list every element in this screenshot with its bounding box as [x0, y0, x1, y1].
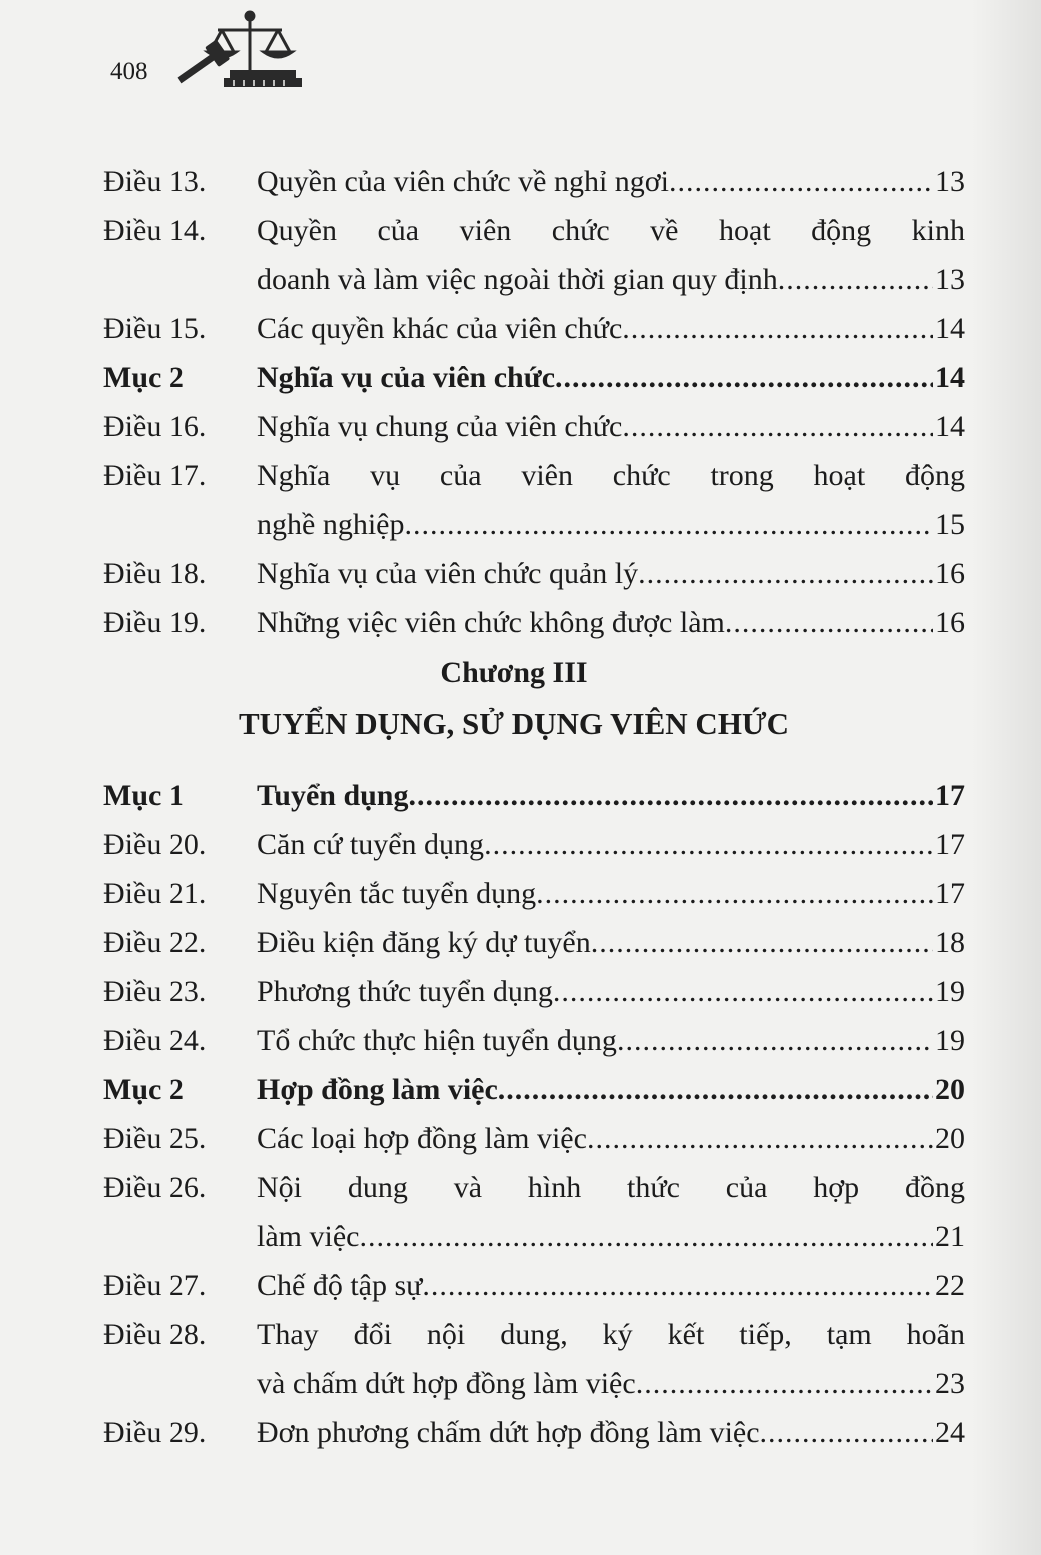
- entry-title: Phương thức tuyển dụng: [257, 975, 553, 1008]
- entry-label: Điều 25.: [103, 1122, 207, 1155]
- entry-page: 15: [935, 508, 965, 541]
- entry-title: Thay đổi nội dung, ký kết tiếp, tạm hoãn: [257, 1318, 965, 1351]
- toc-entry-continuation: [103, 1205, 965, 1254]
- entry-title-continued: doanh và làm việc ngoài thời gian quy định: [257, 263, 778, 296]
- entry-label: Điều 14.: [103, 214, 207, 247]
- table-of-contents: [103, 150, 965, 1450]
- entry-label: Điều 20.: [103, 828, 207, 861]
- toc-entry: [103, 150, 965, 199]
- entry-title: Đơn phương chấm dứt hợp đồng làm việc: [257, 1416, 760, 1449]
- entry-page: 18: [935, 926, 965, 959]
- toc-entry: [103, 1401, 965, 1450]
- toc-entry-continuation: [103, 493, 965, 542]
- entry-page: 17: [935, 877, 965, 910]
- section-title: Hợp đồng làm việc: [257, 1073, 498, 1106]
- entry-title: Nội dung và hình thức của hợp đồng: [257, 1171, 965, 1204]
- toc-entry: [103, 199, 965, 248]
- entry-page: 19: [935, 1024, 965, 1057]
- entry-title: Quyền của viên chức về nghỉ ngơi: [257, 165, 670, 198]
- entry-title: Nghĩa vụ chung của viên chức: [257, 410, 623, 443]
- entry-label: Điều 18.: [103, 557, 207, 590]
- entry-page: 14: [935, 410, 965, 443]
- toc-section: [103, 764, 965, 813]
- entry-title: Căn cứ tuyển dụng: [257, 828, 485, 861]
- entry-label: Điều 27.: [103, 1269, 207, 1302]
- entry-label: Điều 13.: [103, 165, 207, 198]
- entry-page: 23: [935, 1367, 965, 1400]
- toc-entry: [103, 862, 965, 911]
- entry-title: Các quyền khác của viên chức: [257, 312, 623, 345]
- entry-label: Điều 23.: [103, 975, 207, 1008]
- section-page: 17: [935, 779, 965, 812]
- toc-entry-continuation: [103, 248, 965, 297]
- entry-label: Điều 29.: [103, 1416, 207, 1449]
- toc-entry: [103, 813, 965, 862]
- entry-label: Điều 17.: [103, 459, 207, 492]
- section-label: Mục 1: [103, 779, 184, 812]
- toc-entry: [103, 1254, 965, 1303]
- page-number: 408: [110, 58, 148, 85]
- entry-page: 17: [935, 828, 965, 861]
- entry-page: 13: [935, 165, 965, 198]
- entry-title: Điều kiện đăng ký dự tuyển: [257, 926, 591, 959]
- toc-section: [103, 346, 965, 395]
- entry-title: Những việc viên chức không được làm: [257, 606, 725, 639]
- entry-title: Quyền của viên chức về hoạt động kinh: [257, 214, 965, 247]
- entry-label: Điều 22.: [103, 926, 207, 959]
- entry-title-continued: nghề nghiệp: [257, 508, 405, 541]
- entry-label: Điều 16.: [103, 410, 207, 443]
- entry-label: Điều 28.: [103, 1318, 207, 1351]
- toc-entry: [103, 297, 965, 346]
- toc-entry: [103, 960, 965, 1009]
- toc-entry: [103, 1303, 965, 1352]
- chapter-title: TUYỂN DỤNG, SỬ DỤNG VIÊN CHỨC: [239, 706, 789, 741]
- section-page: 20: [935, 1073, 965, 1106]
- entry-page: 16: [935, 557, 965, 590]
- entry-page: 16: [935, 606, 965, 639]
- entry-page: 21: [935, 1220, 965, 1253]
- entry-title-continued: và chấm dứt hợp đồng làm việc: [257, 1367, 636, 1400]
- entry-page: 19: [935, 975, 965, 1008]
- entry-page: 24: [935, 1416, 965, 1449]
- section-title: Tuyển dụng: [257, 779, 409, 812]
- entry-page: 13: [935, 263, 965, 296]
- toc-entry: [103, 591, 965, 640]
- toc-entry: [103, 542, 965, 591]
- toc-entry: [103, 1107, 965, 1156]
- section-label: Mục 2: [103, 1073, 184, 1106]
- entry-label: Điều 19.: [103, 606, 207, 639]
- entry-page: 20: [935, 1122, 965, 1155]
- entry-page: 14: [935, 312, 965, 345]
- toc-entry: [103, 911, 965, 960]
- scales-of-justice-icon: [170, 8, 310, 90]
- entry-title-continued: làm việc: [257, 1220, 360, 1253]
- toc-entry-continuation: [103, 1352, 965, 1401]
- toc-entry: [103, 1156, 965, 1205]
- entry-label: Điều 26.: [103, 1171, 207, 1204]
- entry-page: 22: [935, 1269, 965, 1302]
- toc-entry: [103, 444, 965, 493]
- entry-title: Nghĩa vụ của viên chức quản lý: [257, 557, 639, 590]
- entry-label: Điều 21.: [103, 877, 207, 910]
- chapter-label: Chương III: [440, 656, 588, 689]
- entry-title: Các loại hợp đồng làm việc: [257, 1122, 587, 1155]
- section-label: Mục 2: [103, 361, 184, 394]
- toc-entry: [103, 1009, 965, 1058]
- entry-title: Nghĩa vụ của viên chức trong hoạt động: [257, 459, 965, 492]
- entry-title: Nguyên tắc tuyển dụng: [257, 877, 537, 910]
- entry-label: Điều 24.: [103, 1024, 207, 1057]
- entry-label: Điều 15.: [103, 312, 207, 345]
- toc-entry: [103, 395, 965, 444]
- entry-title: Tổ chức thực hiện tuyển dụng: [257, 1024, 617, 1057]
- section-page: 14: [935, 361, 965, 394]
- toc-section: [103, 1058, 965, 1107]
- entry-title: Chế độ tập sự: [257, 1269, 423, 1302]
- page-edge-shadow: [971, 0, 1041, 1555]
- section-title: Nghĩa vụ của viên chức: [257, 361, 556, 394]
